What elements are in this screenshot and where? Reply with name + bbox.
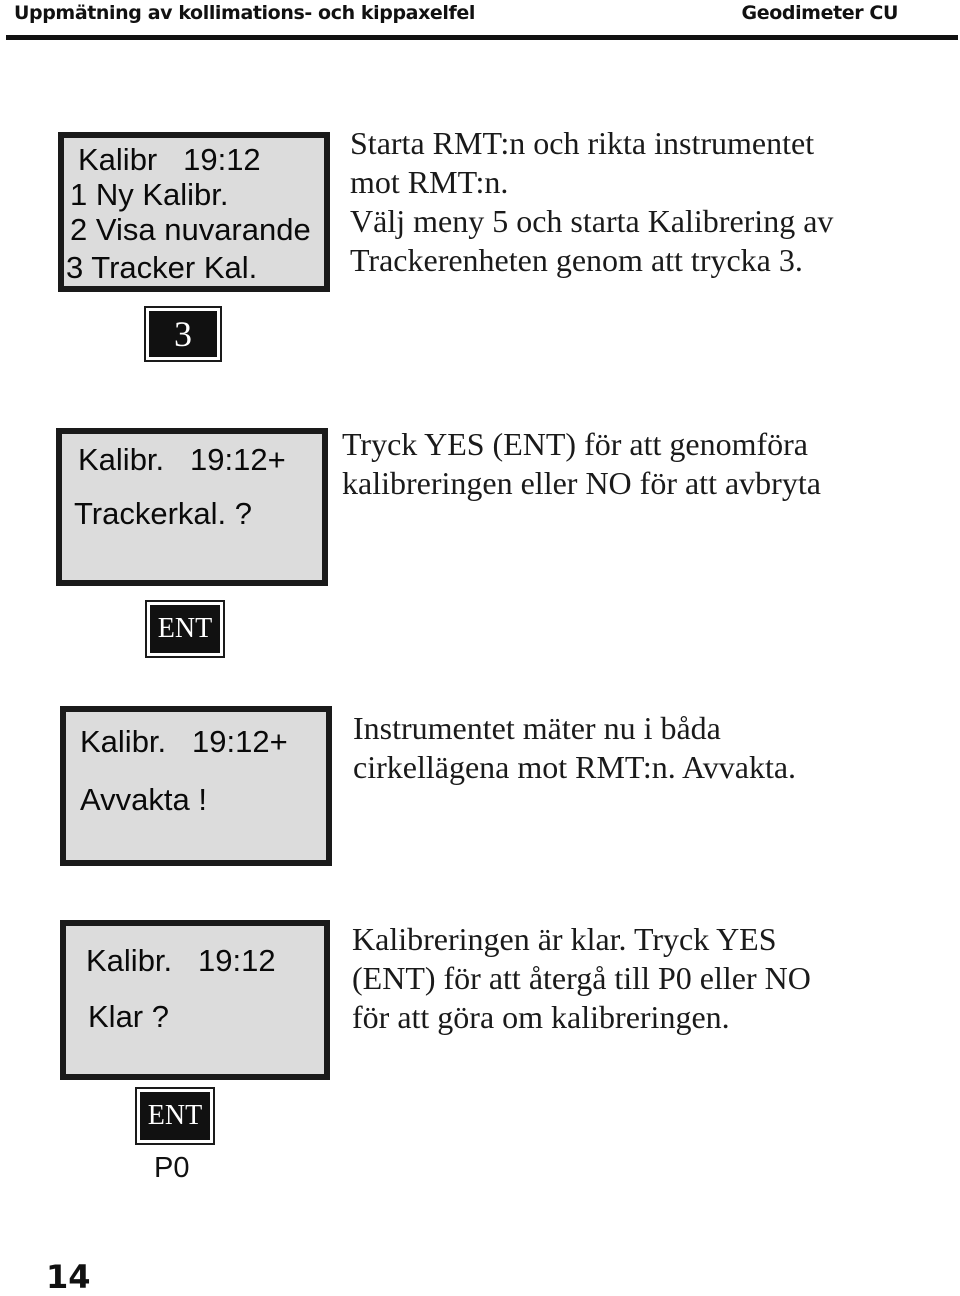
text-line: Trackerenheten genom att trycka 3. (350, 242, 803, 278)
text-line: kalibreringen eller NO för att avbryta (342, 465, 821, 501)
step-4-instructions (352, 920, 811, 1037)
key-result-label: P0 (154, 1152, 190, 1184)
lcd-line: Avvakta ! (80, 782, 207, 817)
key-3-button[interactable] (144, 306, 222, 362)
key-label: 3 (149, 311, 217, 357)
lcd-line: 2 Visa nuvarande (70, 212, 311, 247)
lcd-line: Klar ? (88, 999, 169, 1034)
text-line: cirkellägena mot RMT:n. Avvakta. (353, 749, 797, 785)
header-product-name: Geodimeter CU (741, 2, 898, 24)
lcd-line: Kalibr. 19:12+ (80, 724, 288, 759)
step-2-instructions (342, 425, 821, 503)
lcd-display-step-4 (60, 920, 330, 1080)
lcd-display-step-2 (56, 428, 328, 586)
step-3-instructions (353, 709, 796, 787)
lcd-display-step-3 (60, 706, 332, 866)
lcd-line: Kalibr. 19:12+ (78, 442, 286, 477)
step-1-instructions (350, 124, 833, 280)
text-line: för att göra om kalibreringen. (352, 999, 730, 1035)
text-line: Kalibreringen är klar. Tryck YES (352, 921, 777, 957)
key-label: ENT (140, 1092, 210, 1140)
lcd-line: Kalibr 19:12 (78, 142, 261, 177)
lcd-line: 1 Ny Kalibr. (70, 177, 229, 212)
header-title: Uppmätning av kollimations- och kippaxelfel (14, 2, 476, 24)
text-line: Välj meny 5 och starta Kalibrering av (350, 203, 834, 239)
text-line: mot RMT:n. (350, 164, 509, 200)
text-line: Tryck YES (ENT) för att genomföra (342, 426, 808, 462)
lcd-line: Trackerkal. ? (74, 496, 253, 531)
ent-key-button[interactable] (145, 600, 225, 658)
header-divider (6, 35, 958, 40)
text-line: Instrumentet mäter nu i båda (353, 710, 721, 746)
text-line: Starta RMT:n och rikta instrumentet (350, 125, 815, 161)
page-number: 14 (46, 1258, 91, 1296)
text-line: (ENT) för att återgå till P0 eller NO (352, 960, 811, 996)
ent-key-button[interactable] (135, 1087, 215, 1145)
lcd-line: Kalibr. 19:12 (86, 943, 276, 978)
lcd-display-step-1 (58, 132, 330, 292)
lcd-line: 3 Tracker Kal. (66, 250, 258, 285)
key-label: ENT (150, 605, 220, 653)
